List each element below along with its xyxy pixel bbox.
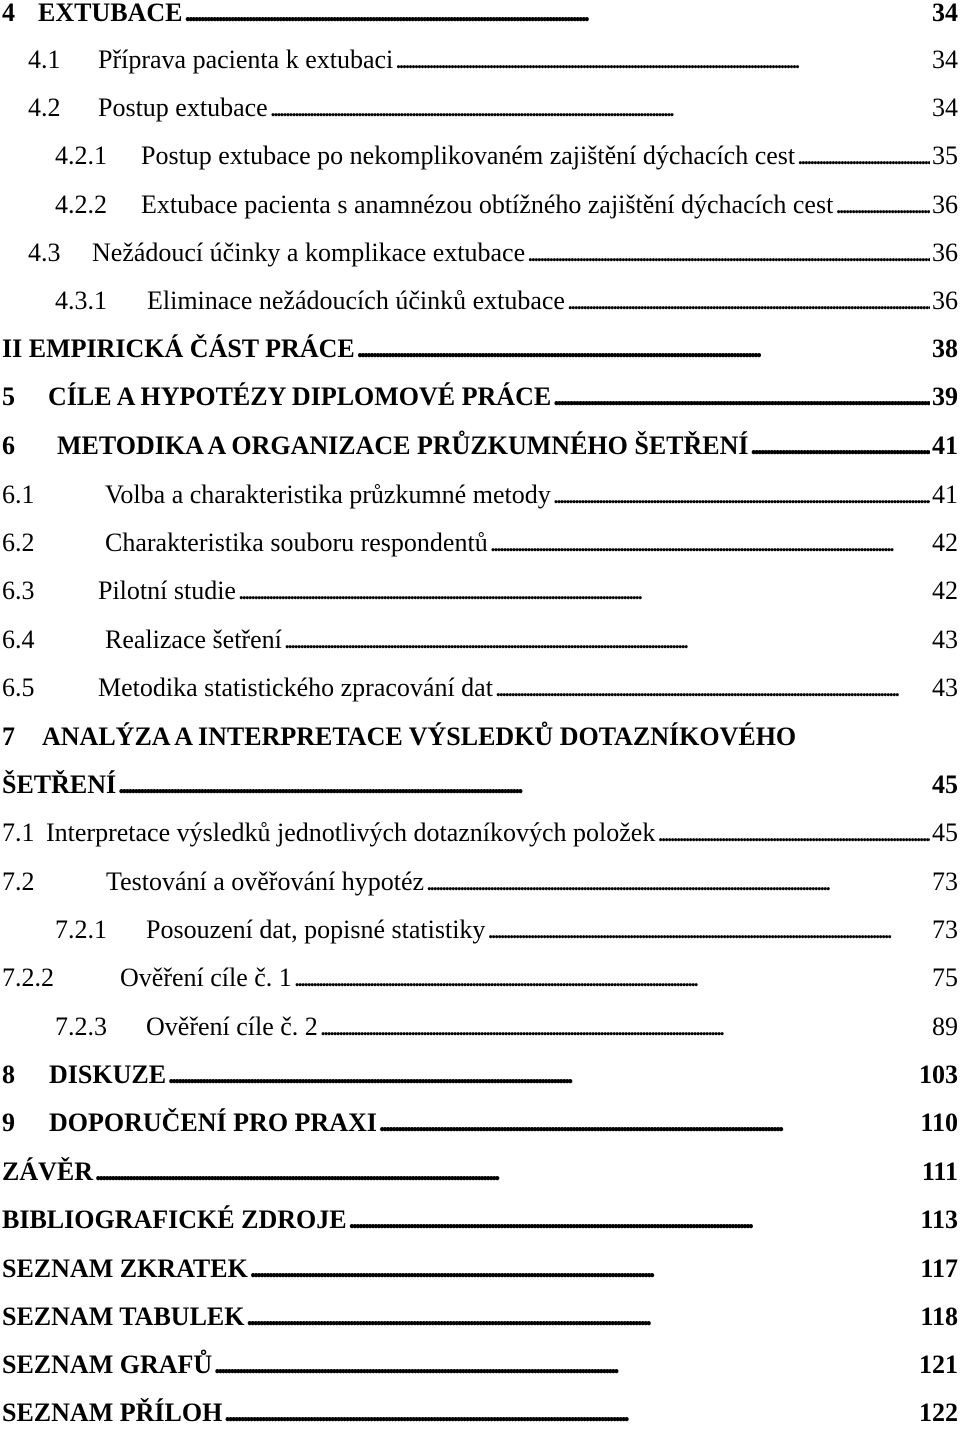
toc-entry-title: DISKUZE	[49, 1060, 167, 1089]
toc-entry-page: 36	[932, 190, 958, 219]
toc-entry-title: Realizace šetření	[105, 625, 282, 654]
toc-entry-7-1[interactable]	[2, 811, 958, 855]
toc-entry-title: DOPORUČENÍ PRO PRAXI	[49, 1108, 377, 1137]
toc-entry-number: 6.3	[2, 576, 35, 605]
toc-entry-6-5[interactable]	[2, 666, 958, 710]
toc-entry-title: Postup extubace	[98, 93, 268, 122]
toc-entry-page: 110	[920, 1108, 958, 1137]
toc-leader-dots	[294, 956, 930, 1000]
toc-entry-seznam-grafu[interactable]	[2, 1343, 958, 1387]
toc-entry-number: 4	[2, 0, 15, 27]
toc-entry-7-2-1[interactable]	[55, 908, 958, 952]
toc-entry-page: 118	[920, 1302, 958, 1331]
toc-leader-dots	[527, 231, 930, 275]
toc-entry-page: 42	[932, 576, 958, 605]
toc-entry-number: 4.3	[28, 238, 61, 267]
toc-entry-page: 75	[932, 963, 958, 992]
toc-entry-5[interactable]	[2, 375, 958, 419]
toc-leader-dots	[495, 666, 930, 710]
toc-entry-page: 43	[932, 625, 958, 654]
toc-entry-6-2[interactable]	[2, 521, 958, 565]
toc-entry-title: Ověření cíle č. 2	[146, 1012, 318, 1041]
toc-entry-9[interactable]	[2, 1101, 958, 1145]
toc-entry-page: 73	[932, 915, 958, 944]
toc-entry-6-3[interactable]	[2, 569, 958, 613]
toc-leader-dots	[487, 908, 930, 952]
toc-entry-title: SEZNAM TABULEK	[2, 1302, 245, 1331]
toc-entry-page: 34	[932, 0, 958, 27]
toc-entry-page: 89	[932, 1012, 958, 1041]
toc-entry-page: 121	[919, 1350, 958, 1379]
toc-leader-dots	[214, 1343, 917, 1387]
toc-entry-page: 122	[919, 1398, 958, 1427]
toc-entry-title: ŠETŘENÍ	[2, 770, 117, 799]
toc-entry-page: 39	[932, 382, 958, 411]
toc-entry-title: Ověření cíle č. 1	[120, 963, 292, 992]
toc-leader-dots	[238, 569, 930, 613]
toc-entry-page: 45	[932, 770, 958, 799]
toc-entry-seznam-zkratek[interactable]	[2, 1247, 958, 1291]
toc-entry-title: Metodika statistického zpracování dat	[98, 673, 493, 702]
toc-entry-6-4[interactable]	[2, 618, 958, 662]
toc-entry-page: 117	[920, 1254, 958, 1283]
toc-entry-page: 36	[932, 238, 958, 267]
toc-entry-number: 4.2	[28, 93, 61, 122]
toc-entry-page: 38	[932, 334, 958, 363]
toc-entry-number: 6.2	[2, 528, 35, 557]
toc-entry-title: Charakteristika souboru respondentů	[105, 528, 488, 557]
toc-entry-title: Nežádoucí účinky a komplikace extubace	[92, 238, 526, 267]
toc-entry-title: Postup extubace po nekomplikovaném zajištění dýchacích cest	[141, 141, 796, 170]
toc-leader-dots	[395, 38, 930, 82]
toc-entry-6-1[interactable]	[2, 473, 958, 517]
toc-entry-number: 8	[2, 1060, 15, 1089]
toc-entry-number: 7.2.2	[2, 963, 54, 992]
toc-leader-dots	[490, 521, 930, 565]
toc-entry-7-2-2[interactable]	[2, 956, 958, 1000]
toc-entry-number: 9	[2, 1108, 15, 1137]
toc-leader-dots	[751, 424, 930, 468]
toc-entry-6[interactable]	[2, 424, 958, 468]
toc-entry-number: 7.2.3	[55, 1012, 107, 1041]
toc-entry-title: EXTUBACE	[38, 0, 183, 27]
toc-entry-number: 4.2.1	[55, 141, 107, 170]
toc-leader-dots	[379, 1101, 919, 1145]
toc-leader-dots	[553, 375, 930, 419]
toc-entry-7[interactable]	[2, 763, 958, 807]
toc-entry-title: Extubace pacienta s anamnézou obtížného zajištění dýchacích cest	[141, 190, 834, 219]
toc-leader-dots	[284, 618, 930, 662]
toc-leader-dots	[118, 763, 930, 807]
toc-entry-bibliografie[interactable]	[2, 1198, 958, 1242]
toc-entry-4-3-1[interactable]	[55, 279, 958, 323]
toc-entry-number: 6.4	[2, 625, 35, 654]
toc-entry-page: 111	[921, 1157, 958, 1186]
toc-leader-dots	[657, 811, 930, 855]
toc-leader-dots	[349, 1198, 919, 1242]
toc-entry-8[interactable]	[2, 1053, 958, 1097]
toc-entry-number: 6.5	[2, 673, 35, 702]
toc-leader-dots	[835, 183, 930, 227]
toc-entry-page: 43	[932, 673, 958, 702]
toc-entry-title: METODIKA A ORGANIZACE PRŮZKUMNÉHO ŠETŘENÍ	[57, 431, 749, 460]
toc-entry-page: 41	[932, 431, 958, 460]
toc-entry-title: SEZNAM GRAFŮ	[2, 1350, 213, 1379]
toc-entry-7-2[interactable]	[2, 860, 958, 904]
toc-entry-zaver[interactable]	[2, 1150, 958, 1194]
toc-entry-title: Volba a charakteristika průzkumné metody	[105, 480, 551, 509]
toc-entry-4-3[interactable]	[28, 231, 958, 275]
toc-entry-title: Příprava pacienta k extubaci	[98, 45, 394, 74]
toc-entry-page: 113	[920, 1205, 958, 1234]
toc-entry-4-2-2[interactable]	[55, 183, 958, 227]
toc-entry-page: 103	[919, 1060, 958, 1089]
toc-entry-page: 45	[932, 818, 958, 847]
toc-entry-number: 6	[2, 431, 15, 460]
toc-entry-title: BIBLIOGRAFICKÉ ZDROJE	[2, 1205, 347, 1234]
toc-entry-number: 4.3.1	[55, 286, 107, 315]
toc-leader-dots	[553, 473, 930, 517]
toc-entry-4[interactable]	[2, 0, 958, 35]
toc-entry-seznam-priloh[interactable]	[2, 1391, 958, 1435]
toc-leader-dots	[224, 1391, 917, 1435]
toc-leader-dots	[797, 134, 930, 178]
toc-entry-seznam-tabulek[interactable]	[2, 1295, 958, 1339]
toc-entry-title: Interpretace výsledků jednotlivých dotazníkových položek	[46, 818, 656, 847]
toc-entry-4-2-1[interactable]	[55, 134, 958, 178]
toc-entry-number: 7.2	[2, 867, 35, 896]
toc-entry-title: SEZNAM ZKRATEK	[2, 1254, 248, 1283]
toc-leader-dots	[567, 279, 930, 323]
toc-leader-dots	[184, 0, 930, 35]
toc-entry-title: Testování a ověřování hypotéz	[106, 867, 425, 896]
toc-entry-page: 34	[932, 45, 958, 74]
toc-entry-page: 35	[932, 141, 958, 170]
toc-leader-dots	[246, 1295, 918, 1339]
toc-entry-number: 4.1	[28, 45, 61, 74]
toc-entry-page: 73	[932, 867, 958, 896]
toc-entry-page: 36	[932, 286, 958, 315]
toc-leader-dots	[320, 1005, 930, 1049]
toc-entry-4-2[interactable]	[28, 86, 958, 130]
toc-leader-dots	[250, 1247, 919, 1291]
toc-entry-title-line-1: ANALÝZA A INTERPRETACE VÝSLEDKŮ DOTAZNÍKOVÉHO	[42, 722, 797, 751]
toc-entry-number: 7	[2, 722, 15, 751]
toc-entry-title: Pilotní studie	[98, 576, 236, 605]
toc-leader-dots	[357, 327, 930, 371]
toc-entry-page: 34	[932, 93, 958, 122]
toc-entry-title: ZÁVĚR	[2, 1157, 94, 1186]
toc-entry-title: SEZNAM PŘÍLOH	[2, 1398, 223, 1427]
toc-entry-number: 7.1	[2, 818, 35, 847]
toc-entry-title: Posouzení dat, popisné statistiky	[146, 915, 486, 944]
toc-entry-number: 7.2.1	[55, 915, 107, 944]
toc-entry-page: 42	[932, 528, 958, 557]
toc-leader-dots	[168, 1053, 917, 1097]
toc-leader-dots	[426, 860, 930, 904]
toc-leader-dots	[270, 86, 930, 130]
toc-entry-7-line-1[interactable]	[2, 715, 796, 759]
toc-entry-number: 4.2.2	[55, 190, 107, 219]
toc-entry-number: 5	[2, 382, 15, 411]
toc-entry-part-ii[interactable]	[2, 327, 958, 371]
toc-entry-number: 6.1	[2, 480, 35, 509]
toc-entry-title: II EMPIRICKÁ ČÁST PRÁCE	[2, 334, 355, 363]
toc-entry-title: Eliminace nežádoucích účinků extubace	[147, 286, 565, 315]
toc-entry-title: CÍLE A HYPOTÉZY DIPLOMOVÉ PRÁCE	[48, 382, 552, 411]
toc-entry-4-1[interactable]	[28, 38, 958, 82]
toc-leader-dots	[95, 1150, 920, 1194]
toc-entry-7-2-3[interactable]	[55, 1005, 958, 1049]
toc-entry-page: 41	[932, 480, 958, 509]
